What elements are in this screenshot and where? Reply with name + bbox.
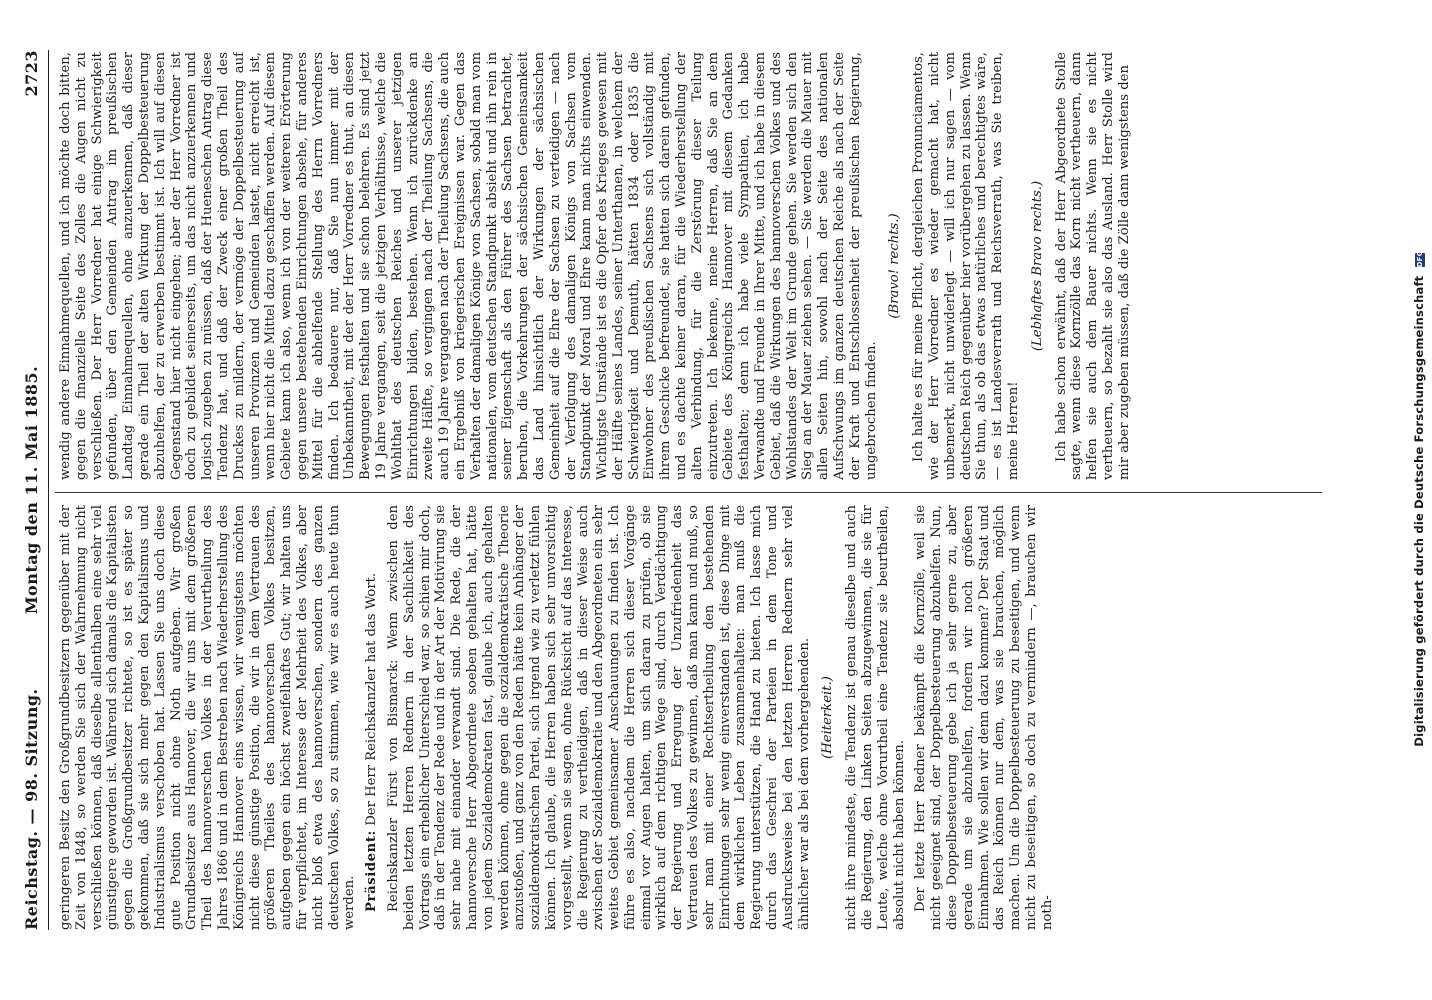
right-column (58, 52, 1322, 480)
interjection: (Heiterkeit.) (820, 676, 836, 759)
footer-credit (1412, 0, 1426, 1000)
body-paragraph: Ich halte es für meine Pflicht, dergleichen Pronunciamentos, wie der Herr Vorredner es wieder gemacht hat, nicht unbemerkt, nicht unwiderlegt — will ich nur sagen — vom deutschen Reich gegenüber hier vorübergehen zu lassen. Wenn Sie thun, als ob das etwas natürliches und berechtigtes wäre, — es ist Landesverrath und Reichsverrath, was Sie treiben, meine Herren! (911, 52, 1022, 480)
body-paragraph: Reichskanzler Fürst von Bismarck: Wenn zwischen den beiden letzten Herren Rednern in der Sachlichkeit des Vortrags ein erheblicher Unterschied war, so schien mir doch, daß in der Tendenz der Rede und in der Art der Motivirung sie sehr nahe mit einander verwandt sind. Die Rede, die der hannoversche Herr Abgeordnete soeben gehalten hat, hätte von jedem Sozialdemokraten fast, glaube ich, auch gehalten werden können, ohne gegen die sozialdemokratische Theorie anzustoßen, und ganz von den Reden hätte kein Anhänger der sozialdemokratischen Partei, sich irgend wie zu verletzt fühlen können. Ich glaube, die Herren haben sich sehr unvorsichtig vorgestellt, wenn sie sagen, ohne Rücksicht auf das Interesse, die Regierung zu vertheidigen, daß in dieser Weise auch zwischen der Sozialdemokratie und den Abgeordneten ein sehr weites Gebiet gemeinsamer Anschauungen zu finden ist. Ich führe es also, nachdem die Herren sich dieser Vorgänge einmal vor Augen halten, um sich daran zu prüfen, ob sie wirklich auf dem richtigen Wege sind, durch Verdächtigung der Regierung und Erregung der Unzufriedenheit das Vertrauen des Volkes zu gewinnen, daß man kann und muß, so sehr man mit einer Rechtsertheilung den bestehenden Einrichtungen sehr wenig einverstanden ist, diese Dinge mit dem wirklichen Leben zusammenhalten: man muß die Regierung unterstützen, die Hand zu bieten. Ich lasse mich durch das Geschrei der Parteien in dem Tone und Ausdrucksweise bei den letzten Herren Rednern sehr viel ähnlicher war als bei dem vorhergehenden. (385, 505, 812, 930)
body-paragraph: Der letzte Herr Redner bekämpft die Kornzölle, weil sie nicht geeignet sind, der Doppelbesteuerung abzuhelfen. Nun, diese Doppelbesteuerung gebe ich ja sehr gerne zu, aber gerade um sie abzuhelfen, fordern wir noch größeren Einnahmen. Wie sollen wir denn dazu kommen? Der Staat und das Reich können nur dem, was sie brauchen, möglich machen. Um die Doppelbesteuerung zu beseitigen, und wenn nicht zu beseitigen, so doch zu vermindern —, brauchen wir noth- (913, 505, 1055, 930)
body-paragraph: nicht ihre mindeste, die Tendenz ist genau dieselbe und auch die Regierung, den Linken Seiten abzugewinnen, die sie für Leute, welche ohne Vorurtheil eine Tendenz sie beurtheilen, absolut nicht haben können. (844, 505, 907, 930)
body-paragraph: geringeren Besitz den Großgrundbesitzern gegenüber mit der Zeit von 1848, so werden Sie sich der Wahrnehmung nicht verschließen können, daß dieselbe allenthalben eine sehr viel günstigere geworden ist. Während sich damals die Kapitalisten gegen die Großgrundbesitzer richtete, so ist es später so gekommen, daß sie sich mehr gegen den Kapitalismus und Industrialismus verschoben hat. Lassen Sie uns doch diese gute Position nicht ohne Noth aufgeben. Wir großen Grundbesitzer aus Hannover, die wir uns mit dem größeren Theil des hannoverschen Volkes in der Verurtheilung des Jahres 1866 und in dem Bestreben nach Wiederherstellung des Königreichs Hannover eins wissen, wir wenigstens möchten nicht diese günstige Position, die wir in dem Vertrauen des größeren Theiles des hannoverschen Volkes besitzen, aufgeben gegen ein höchst zweifelhaftes Gut; wir halten uns für verpflichtet, im Interesse der Mehrheit des Volkes, aber nicht bloß etwa des hannoverschen, sondern des ganzen deutschen Volkes, so zu stimmen, wie wir es auch heute thun werden. (58, 505, 358, 930)
left-column (58, 505, 1322, 930)
speaker-text: Der Herr Reichskanzler hat das Wort. (364, 572, 380, 826)
interjection: (Lebhaftes Bravo rechts.) (1029, 180, 1045, 352)
header-rule (48, 50, 49, 930)
page-header (18, 50, 48, 930)
speaker-label: Präsident: (364, 829, 380, 912)
header-session: Reichstag. — 98. Sitzung. (22, 688, 41, 930)
interjection: (Bravo! rechts.) (887, 213, 903, 319)
body-paragraph: wendig andere Einnahmequellen, und ich möchte doch bitten, gegen die finanzielle Seite des Zolles die Augen nicht zu verschließen. Der Herr Vorredner hat einige Schwierigkeit gefunden, über den Gemeinden Antrag im preußischen Landtag Einnahmequellen, ohne anzuerkennen, daß dieser gerade ein Theil der alten Wirkung der Doppelbesteuerung abzuhelfen, der zu erwerben bestimmt ist. Ich will auf diesen Gegenstand hier nicht eingehen; aber der Herr Vorredner ist doch zu gebildet seinerseits, um das nicht anzuerkennen und logisch zugeben zu müssen, daß der Hueneschen Antrag diese Tendenz hat, und daß der Zweck einer großen Theil des Druckes zu mildern, der vermöge der Doppelbesteuerung auf unseren Provinzen und Gemeinden lastet, nicht erreicht ist, wenn hier nicht die Mittel dazu geschaffen werden. Auf diesem Gebiete kann ich also, wenn ich von der weiteren Erörterung gegen unsere bestehenden Einrichtungen absehe, für anderes Mittel für die abhelfende Stellung des Herrn Vorredners finden. Ich bedauere nur, daß Sie nun immer mit der Unbekanntheit, mit der der Herr Vorredner es thut, an diesen Bewegungen festhalten und sie schon belehren. Es sind jetzt 19 Jahre vergangen, seit die jetzigen Verhältnisse, welche die Wohlthat des deutschen Reiches und unserer jetzigen Einrichtungen bilden, bestehen. Wenn ich zurückdenke an zweite Hälfte, so vergingen nach der Theilung Sachsens, die auch 19 Jahre vergangen nach der Theilung Sachsens, die auch ein Ergebniß von kriegerischen Ereignissen war. Gegen das Verhalten der damaligen Könige von Sachsen, sobald man vom nationalen, vom deutschen Standpunkt absieht und ihn rein in seiner Eigenschaft als den Führer des Sachsen betrachtet, beruhen, die Vorkehrungen der sächsischen Gemeinsamkeit das Land hinsichtlich der Wirkungen der sächsischen Gemeinheit auf die Ehre der Sachsen zu verteidigen — nach der Verfolgung des damaligen Königs von Sachsen vom Standpunkt der Moral und Ehre kann man nichts einwenden. Wichtigste Umstände ist es die Opfer des Krieges gewesen mit der Hälfte seines Landes, seiner Unterthanen, in welchem der Schwierigkeit und Demuth, hätten 1834 oder 1835 die Einwohner des preußischen Sachsens sich vollständig mit ihrem Geschicke befreundet, sie hatten sich darein gefunden, und es dachte keiner daran, für die Wiederherstellung der alten Verbindung, für die Zerstörung dieser Teilung einzutreten. Ich bekenne, meine Herren, daß Sie an dem Gebiete des Königreichs Hannover mit diesem Gedanken festhalten; denn ich habe viele Sympathien, ich habe Verwandte und Freunde in Ihrer Mitte, und ich habe in diesem Gebiet, daß die Wirkungen des hannoverschen Volkes und des Wohlstandes der Welt im Grunde gehen. Sie werden sich den Sieg an der Mauer ziehen sehen. — Sie werden die Mauer mit allen Seiten hin, sowohl nach der Seite des nationalen Aufschwungs im ganzen deutschen Reiche als nach der Seite der Kraft und Entschlossenheit der preußischen Regierung, ungebrochen finden. (58, 52, 879, 480)
dfg-logo-icon: DFG (1415, 250, 1424, 268)
footer-text: Digitalisierung gefördert durch die Deutsche Forschungsgemeinschaft (1412, 275, 1426, 747)
body-paragraph: Ich habe schon erwähnt, daß der Herr Abgeordnete Stolle sagte, wenn diese Kornzölle das Korn nicht vertheuern, dann helfen sie auch dem Bauer nichts. Wenn sie es nicht vertheuern, so bezahlt sie also das Ausland. Herr Stolle wird mir aber zugeben müssen, daß die Zölle dann wenigstens den (1053, 52, 1132, 480)
speaker-paragraph (364, 505, 380, 930)
header-date: Montag den 11. Mai 1885. (22, 365, 41, 615)
page-number: 2723 (22, 50, 41, 97)
column-divider (55, 492, 1322, 493)
